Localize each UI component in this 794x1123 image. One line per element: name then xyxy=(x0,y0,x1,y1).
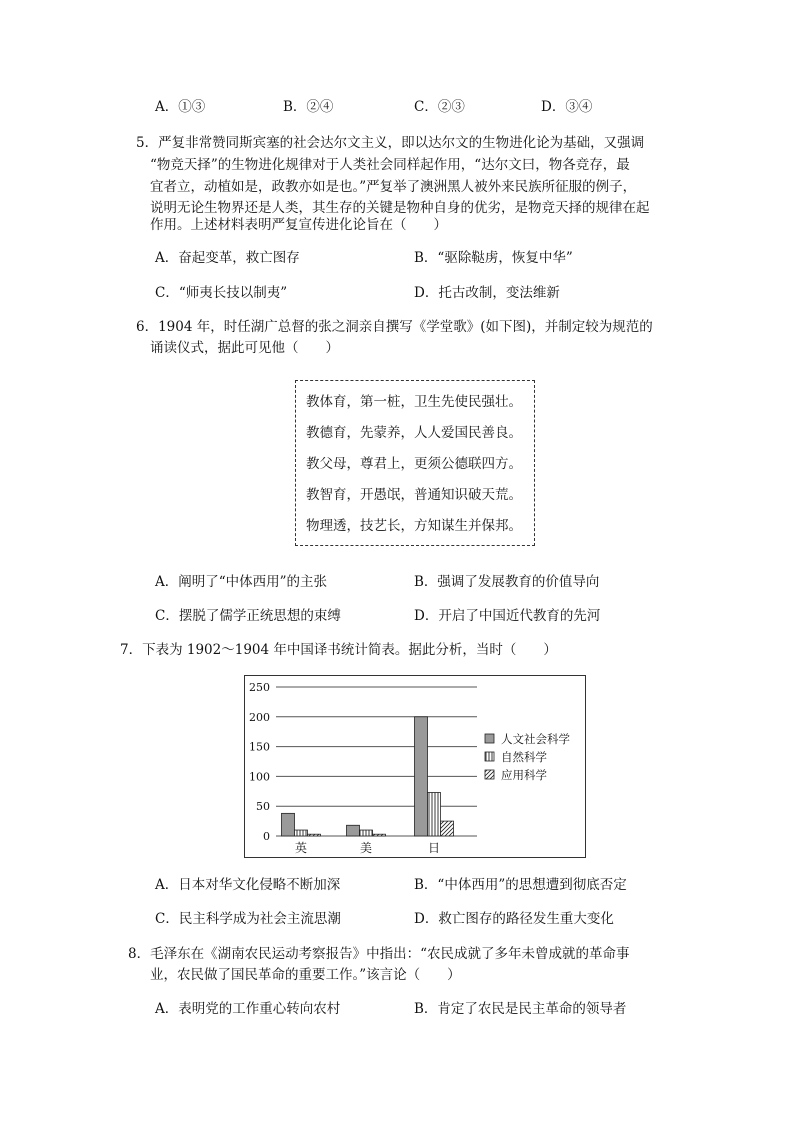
y-tick-label: 150 xyxy=(249,740,270,754)
legend-swatch xyxy=(485,734,494,743)
bar-vertical xyxy=(428,792,441,836)
bar-solid xyxy=(347,825,360,836)
legend-label: 人文社会科学 xyxy=(501,732,570,746)
q7-option-a[interactable]: A．日本对华文化侵略不断加深 xyxy=(155,877,341,893)
q5-line: 5．严复非常赞同斯宾塞的社会达尔文主义，即以达尔文的生物进化论为基础，又强调 xyxy=(136,135,645,151)
y-tick-label: 50 xyxy=(256,800,270,814)
bar-solid xyxy=(415,717,428,836)
q6-option-b[interactable]: B．强调了发展教育的价值导向 xyxy=(414,574,600,590)
q6-line: 诵读仪式，据此可见他（ ） xyxy=(150,340,339,356)
bar-vertical xyxy=(360,830,373,836)
q6-option-c[interactable]: C．摆脱了儒学正统思想的束缚 xyxy=(155,608,341,624)
q8-option-b[interactable]: B．肯定了农民是民主革命的领导者 xyxy=(414,1001,627,1017)
legend-swatch xyxy=(485,770,494,779)
q7-option-d[interactable]: D．救亡图存的路径发生重大变化 xyxy=(414,911,614,927)
y-tick-label: 100 xyxy=(249,770,270,784)
bar-diagonal xyxy=(441,821,454,836)
q8-option-a[interactable]: A．表明党的工作重心转向农村 xyxy=(155,1001,341,1017)
chart-svg xyxy=(245,676,585,857)
poem-line: 教德育，先蒙养，人人爱国民善良。 xyxy=(306,425,522,441)
q6-option-a[interactable]: A．阐明了“中体西用”的主张 xyxy=(155,574,328,590)
q6-line: 6．1904 年，时任湖广总督的张之洞亲自撰写《学堂歌》(如下图)，并制定较为规范的 xyxy=(136,319,653,335)
q5-option-d[interactable]: D．托古改制，变法维新 xyxy=(414,285,560,301)
bar-diagonal xyxy=(373,834,386,836)
q5-line: “物竞天择”的生物进化规律对于人类社会同样起作用，“达尔文曰，物各竞存，最 xyxy=(150,157,630,173)
poem-line: 教智育，开愚氓，普通知识破天荒。 xyxy=(306,487,522,503)
bar-vertical xyxy=(295,830,308,836)
q4-option-b[interactable]: B．②④ xyxy=(283,99,334,115)
legend-label: 自然科学 xyxy=(501,750,547,764)
poem-box xyxy=(295,380,535,546)
q4-option-c[interactable]: C．②③ xyxy=(414,99,465,115)
q5-line: 说明无论生物界还是人类，其生存的关键是物种自身的优劣，是物竞天择的规律在起 xyxy=(150,200,650,216)
y-tick-label: 0 xyxy=(263,830,270,843)
q5-option-c[interactable]: C．“师夷长技以制夷” xyxy=(155,285,288,301)
bar-solid xyxy=(282,813,295,836)
x-category-label: 日 xyxy=(427,841,441,855)
bar-diagonal xyxy=(308,834,321,836)
x-category-label: 美 xyxy=(359,841,373,855)
q7-line: 7．下表为 1902～1904 年中国译书统计简表。据此分析，当时（ ） xyxy=(120,642,557,658)
legend-swatch xyxy=(485,752,494,761)
x-category-label: 英 xyxy=(294,841,308,855)
q7-option-c[interactable]: C．民主科学成为社会主流思潮 xyxy=(155,911,341,927)
translation-chart xyxy=(244,675,586,858)
q8-line: 8．毛泽东在《湖南农民运动考察报告》中指出：“农民成就了多年未曾成就的革命事 xyxy=(128,946,630,962)
poem-line: 教体育，第一桩，卫生先使民强壮。 xyxy=(306,394,522,410)
q5-option-b[interactable]: B．“驱除鞑虏，恢复中华” xyxy=(414,250,573,266)
q5-line: 宜者立，动植如是，政教亦如是也。”严复举了澳洲黑人被外来民族所征服的例子， xyxy=(150,179,637,195)
q7-option-b[interactable]: B．“中体西用”的思想遭到彻底否定 xyxy=(414,877,627,893)
y-tick-label: 250 xyxy=(249,681,270,694)
q4-option-d[interactable]: D．③④ xyxy=(541,99,593,115)
q8-line: 业，农民做了国民革命的重要工作。”该言论（ ） xyxy=(150,967,461,983)
q6-option-d[interactable]: D．开启了中国近代教育的先河 xyxy=(414,608,601,624)
q5-option-a[interactable]: A．奋起变革，救亡图存 xyxy=(155,250,300,266)
poem-line: 教父母，尊君上，更须公德联四方。 xyxy=(306,456,522,472)
poem-line: 物理透，技艺长，方知谋生并保邦。 xyxy=(306,518,522,534)
y-tick-label: 200 xyxy=(249,710,270,724)
legend-label: 应用科学 xyxy=(501,768,547,782)
q5-line: 作用。上述材料表明严复宣传进化论旨在（ ） xyxy=(150,217,447,233)
q4-option-a[interactable]: A．①③ xyxy=(155,99,206,115)
